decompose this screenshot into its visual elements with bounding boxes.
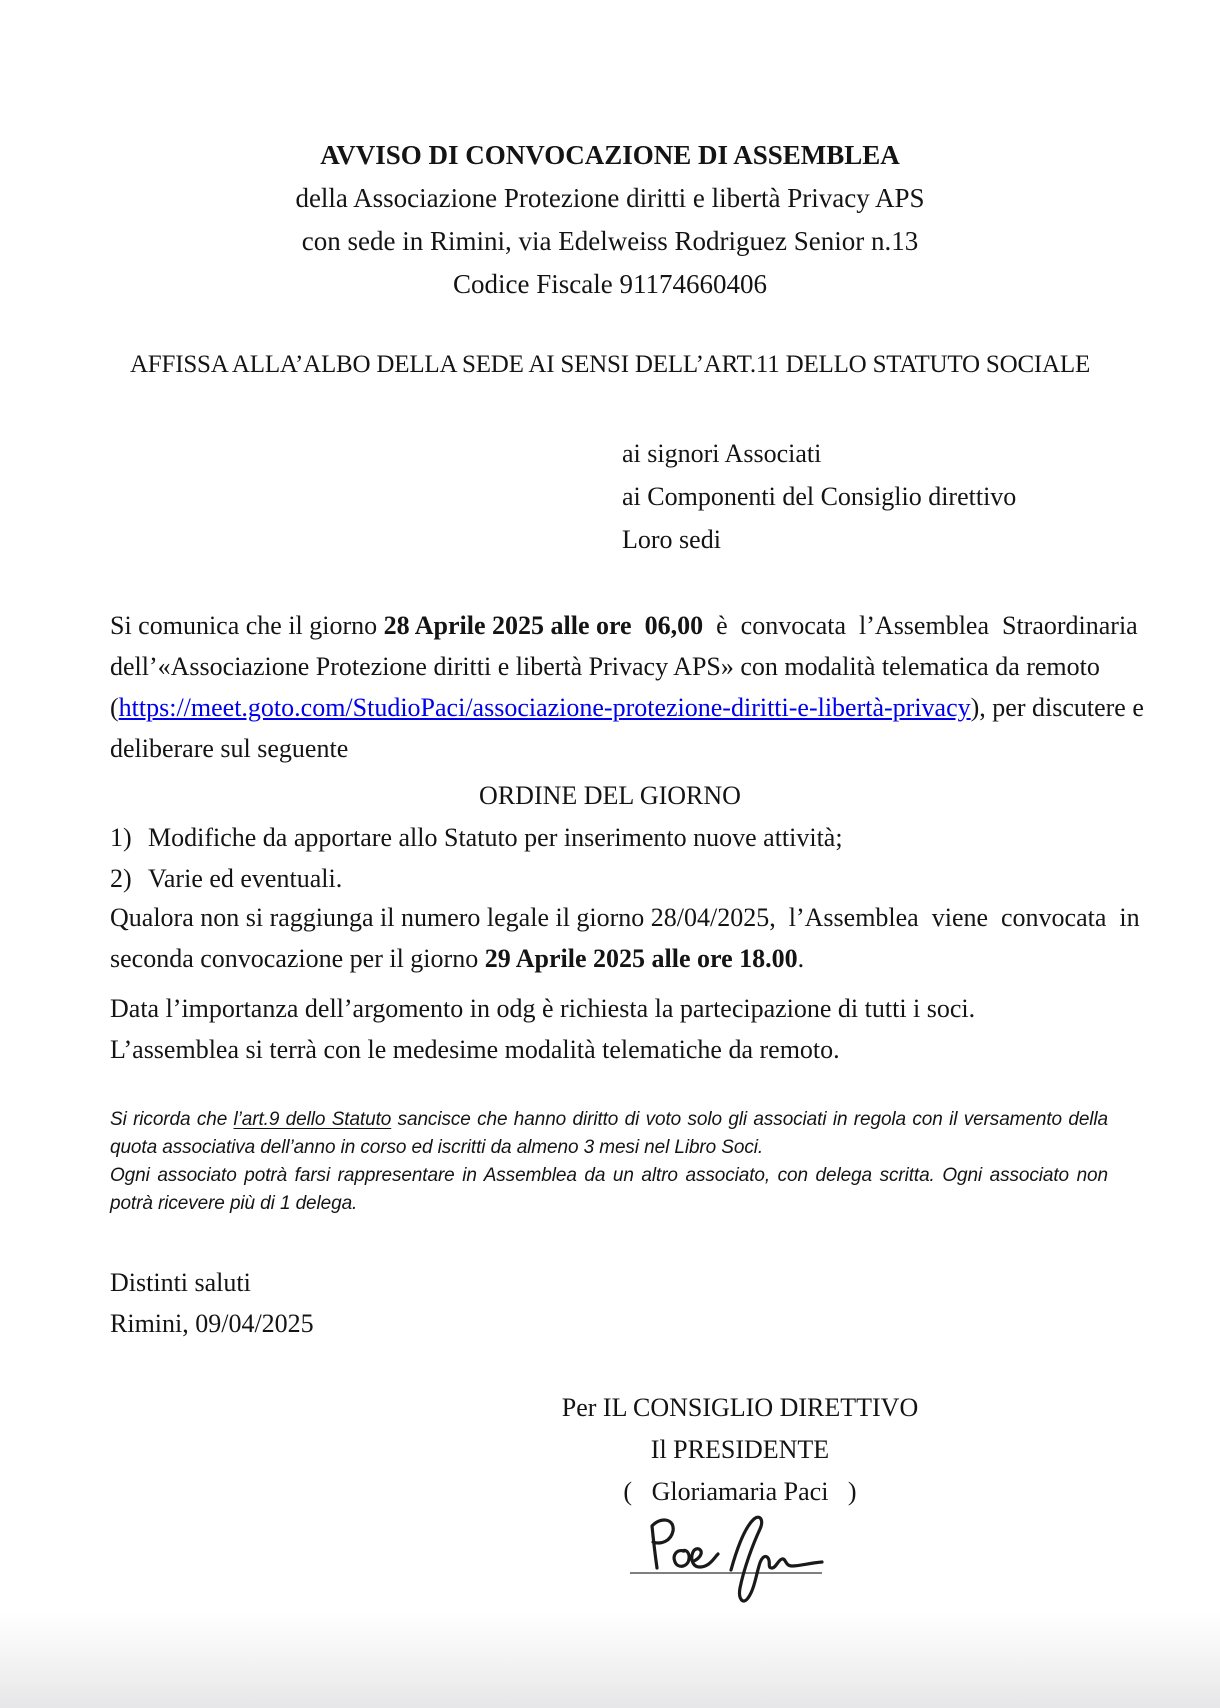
- paragraph-line: Qualora non si raggiunga il numero legale il giorno 28/04/2025, l’Assemblea viene convocata in: [110, 903, 1140, 932]
- association-name: della Associazione Protezione diritti e libertà Privacy APS: [295, 183, 925, 213]
- page-bottom-shading: [0, 1613, 1220, 1708]
- first-call-datetime: 28 Aprile 2025 alle ore 06,00: [383, 611, 704, 640]
- signer-role: Il PRESIDENTE: [650, 1435, 830, 1464]
- association-address: con sede in Rimini, via Edelweiss Rodriguez Senior n.13: [301, 226, 919, 256]
- paragraph-line: deliberare sul seguente: [110, 734, 349, 763]
- agenda-item-text: Modifiche da apportare allo Statuto per inserimento nuove attività;: [148, 823, 843, 852]
- paragraph-line: (https://meet.goto.com/StudioPaci/associazione-protezione-diritti-e-libertà-privacy), per discutere e: [110, 693, 1144, 722]
- agenda-item: [110, 858, 1110, 899]
- agenda-item-number: 2): [110, 864, 132, 893]
- document-title: AVVISO DI CONVOCAZIONE DI ASSEMBLEA: [320, 140, 900, 170]
- second-call-paragraph: [110, 897, 1140, 979]
- signing-body: Per IL CONSIGLIO DIRETTIVO: [561, 1393, 919, 1422]
- note-paragraph: Ogni associato potrà farsi rappresentare in Assemblea da un altro associato, con delega scritta. Ogni associato non potrà ricevere più di 1 delega.: [110, 1165, 1108, 1214]
- document-header: [110, 134, 1110, 306]
- signature-text-block: [545, 1387, 935, 1513]
- importance-paragraph: Data l’importanza dell’argomento in odg è richiesta la partecipazione di tutti i soci.: [110, 994, 976, 1023]
- handwritten-signature: [595, 1512, 855, 1617]
- closing-block: [110, 1262, 314, 1344]
- agenda-list: [110, 817, 1110, 899]
- posting-notice-line: AFFISSA ALLA’ALBO DELLA SEDE AI SENSI DELL’ART.11 DELLO STATUTO SOCIALE: [129, 351, 1091, 378]
- statutory-note: [110, 1106, 1108, 1218]
- meeting-link[interactable]: https://meet.goto.com/StudioPaci/associazione-protezione-diritti-e-libertà-privacy: [118, 693, 971, 722]
- convocation-paragraph: [110, 605, 1144, 769]
- note-paragraph: Si ricorda che l’art.9 dello Statuto sancisce che hanno diritto di voto solo gli associati in regola con il versamento della quota associativa dell’anno in corso ed iscritti da almeno 3 mesi nel Libro Soci.: [110, 1109, 1108, 1158]
- second-call-datetime: 29 Aprile 2025 alle ore 18.00: [484, 944, 798, 973]
- recipient-line: ai Componenti del Consiglio direttivo: [622, 482, 1017, 511]
- remote-mode-paragraph: L’assemblea si terrà con le medesime modalità telematiche da remoto.: [110, 1035, 840, 1064]
- recipients-block: [622, 432, 1016, 561]
- paragraph-line: dell’«Associazione Protezione diritti e libertà Privacy APS» con modalità telematica da remoto: [110, 652, 1100, 681]
- agenda-item-text: Varie ed eventuali.: [148, 864, 343, 893]
- recipient-line: Loro sedi: [622, 525, 721, 554]
- agenda-item: [110, 817, 1110, 858]
- place-and-date: Rimini, 09/04/2025: [110, 1309, 314, 1338]
- paragraph-line: Si comunica che il giorno 28 Aprile 2025 alle ore 06,00 è convocata l’Assemblea Straordinaria: [110, 611, 1138, 640]
- recipient-line: ai signori Associati: [622, 439, 822, 468]
- fiscal-code: Codice Fiscale 91174660406: [453, 269, 767, 299]
- agenda-title: ORDINE DEL GIORNO: [479, 781, 741, 810]
- agenda-item-number: 1): [110, 823, 132, 852]
- salutation: Distinti saluti: [110, 1268, 251, 1297]
- signer-name: ( Gloriamaria Paci ): [623, 1477, 857, 1506]
- statute-article-reference: l’art.9 dello Statuto: [233, 1109, 392, 1130]
- paragraph-line: seconda convocazione per il giorno 29 Aprile 2025 alle ore 18.00.: [110, 944, 805, 973]
